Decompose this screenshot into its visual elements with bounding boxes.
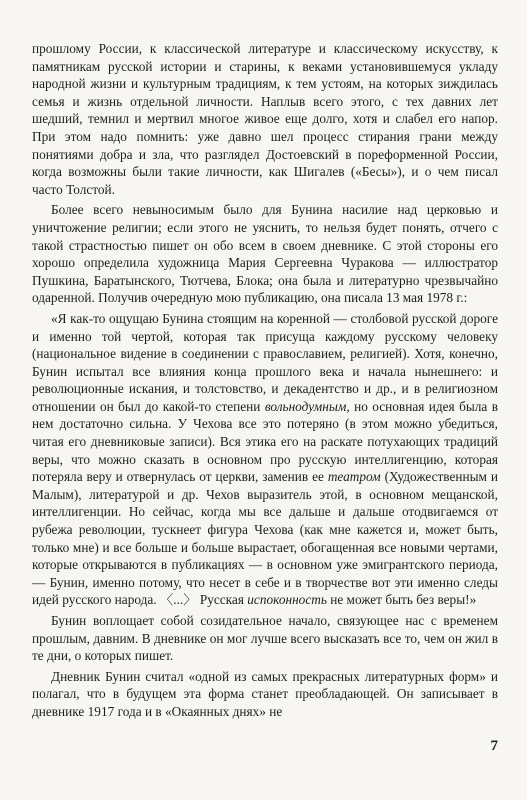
page-number: 7 <box>490 738 498 754</box>
quote-emphasis: испоконность <box>247 592 327 608</box>
quote-part: (Художественным и Малым), литературой и др. Чехов выразитель этой, в основном мещанской, интеллигенции. Но сейчас, когда мы все дальше и дальше отодвигаемся от рубежа революции, тускнеет фигура Чехова (как мне кажется и, может быть, только мне) и все больше и больше вырастает, обогащенная все новыми чертами, которые открываются в публикациях — в основном уже эмигрантского периода,— Бунин, именно потому, что несет в себе и в творчестве вот эти именно следы идей русского народа. 〈...〉 Русская <box>32 469 498 608</box>
paragraph-1: прошлому России, к классической литературе и классическому искусству, к памятникам русской истории и старины, к веками установившемуся укладу народной жизни и культурным традициям, к тем устоям, на которых зиждилась семья и жизнь отдельной личности. Наплыв всего этого, с тех давних лет шедший, темнил и мертвил многое живое еще долго, хотя и слабел его напор. При этом надо помнить: уже давно шел процесс стирания грани между понятиями добра и зла, что разглядел Достоевский в пореформенной России, когда возможны были такие личности, как Шигалев («Бесы»), и о чем писал часто Толстой. <box>32 41 498 197</box>
paragraph-5: Дневник Бунин считал «одной из самых прекрасных литературных форм» и полагал, что в будущем эта форма станет преобладающей. Он записывает в дневнике 1917 года и в «Окаянных днях» не <box>32 668 498 719</box>
quote-part: «Я как-то ощущаю Бунина стоящим на коренной — столбовой русской дороге и именно той чертой, которая так присуща каждому русскому человеку (национальное видение в соединении с православием, религией). Хотя, конечно, Бунин испытал все влияния конца прошлого века и начала нынешнего: и революционные искания, и толстовство, и декадентство и др., и в религиозном отношении он был до какой-то степени <box>32 310 498 414</box>
quote-part: не может быть без веры!» <box>326 592 477 608</box>
quote-part: , но основная идея была в нем достаточно сильна. У Чехова все это потеряно (в этом можно убедиться, читая его дневниковые записи). Вся этика его на раскате потухающих традиций веры, что можно сказать в основном про русскую интеллигенцию, которая потеряла веру и отвернулась от церкви, заменив ее <box>32 398 498 485</box>
paragraph-4: Бунин воплощает собой созидательное начало, связующее нас с временем прошлым, давним. В дневнике он мог лучше всего высказать все то, чем он жил в те дни, о которых пишет. <box>32 613 498 664</box>
quote-emphasis: вольнодумным <box>264 398 347 414</box>
paragraph-2: Более всего невыносимым было для Бунина насилие над церковью и уничтожение религии; если этого не уяснить, то нельзя будет понять, отчего с такой страстностью пишет он обо всем в своем дневнике. С этой стороны его хорошо определила художница Мария Сергеевна Чуракова — иллюстратор Пушкина, Баратынского, Тютчева, Блока; она была и литературно чрезвычайно одаренной. Получив очередную мою публикацию, она писала 13 мая 1978 г.: <box>32 202 498 306</box>
body-text <box>32 40 498 721</box>
paragraph-3-quote <box>32 310 498 609</box>
quote-emphasis: театром <box>327 469 381 485</box>
